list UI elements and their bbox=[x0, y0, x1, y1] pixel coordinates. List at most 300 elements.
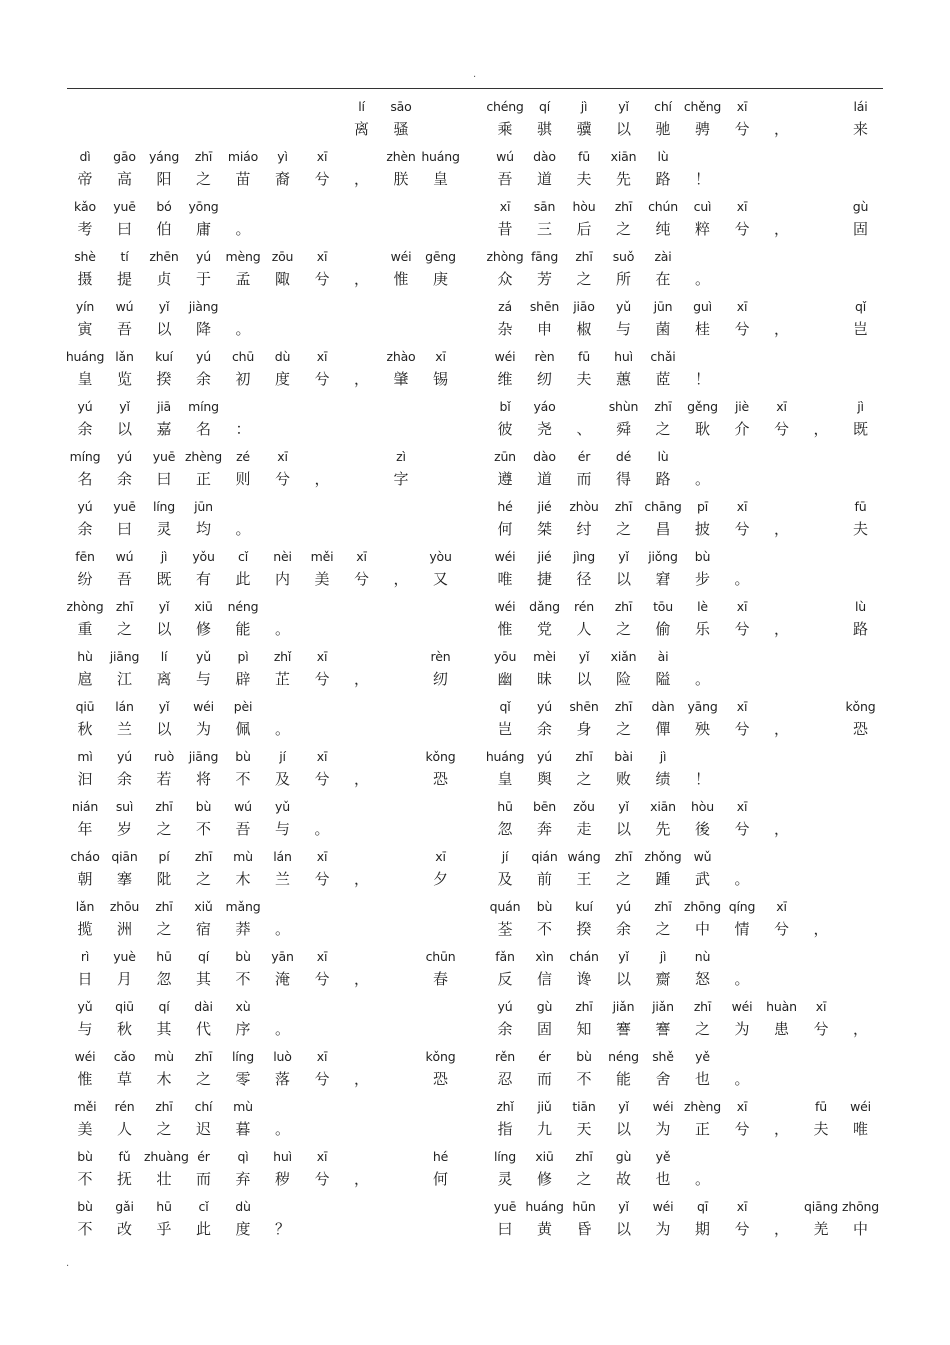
pinyin-text: huáng bbox=[485, 749, 525, 764]
hanzi-text: 患 bbox=[773, 1020, 789, 1038]
hanzi-text: ， bbox=[773, 1120, 789, 1138]
character-cell bbox=[643, 796, 683, 846]
verse-line bbox=[77, 996, 480, 1046]
pinyin-text: huáng bbox=[65, 349, 105, 364]
pinyin-text: yú bbox=[196, 249, 211, 264]
character-cell bbox=[762, 1096, 802, 1146]
pinyin-text: jiāng bbox=[109, 649, 140, 664]
hanzi-text: 径 bbox=[576, 570, 592, 588]
character-cell bbox=[65, 946, 105, 996]
character-cell bbox=[105, 946, 145, 996]
pinyin-text: quán bbox=[489, 899, 521, 914]
hanzi-text: 骥 bbox=[576, 120, 592, 138]
character-cell bbox=[105, 396, 145, 446]
hanzi-text: 以 bbox=[615, 1120, 631, 1138]
character-cell bbox=[223, 446, 263, 496]
hanzi-text: 草 bbox=[116, 1070, 132, 1088]
character-cell bbox=[223, 596, 263, 646]
pinyin-text: yuē bbox=[113, 499, 136, 514]
character-cell bbox=[184, 146, 224, 196]
hanzi-text: 既 bbox=[852, 420, 868, 438]
character-cell bbox=[342, 146, 382, 196]
hanzi-text: 洲 bbox=[116, 920, 132, 938]
hanzi-text: 改 bbox=[116, 1220, 132, 1238]
character-cell bbox=[564, 346, 604, 396]
character-cell bbox=[302, 1046, 342, 1096]
pinyin-text: lù bbox=[657, 449, 669, 464]
hanzi-text: 路 bbox=[852, 620, 868, 638]
pinyin-text bbox=[841, 996, 881, 1018]
hanzi-text: 陬 bbox=[274, 270, 290, 288]
pinyin-text: hū bbox=[156, 949, 172, 964]
character-cell bbox=[342, 846, 382, 896]
hanzi-text: 朕 bbox=[393, 170, 409, 188]
hanzi-text: 为 bbox=[655, 1220, 671, 1238]
character-cell bbox=[683, 96, 723, 146]
hanzi-text: 纣 bbox=[576, 520, 592, 538]
hanzi-text: 以 bbox=[156, 320, 172, 338]
hanzi-text: 謇 bbox=[655, 1020, 671, 1038]
character-cell bbox=[525, 846, 565, 896]
hanzi-text: ， bbox=[353, 770, 369, 788]
hanzi-text: 之 bbox=[195, 1070, 211, 1088]
pinyin-text: yān bbox=[271, 949, 294, 964]
character-cell bbox=[65, 796, 105, 846]
character-cell bbox=[564, 546, 604, 596]
character-cell bbox=[342, 546, 382, 596]
pinyin-text: guì bbox=[693, 299, 712, 314]
character-cell bbox=[223, 346, 263, 396]
hanzi-text: 离 bbox=[156, 670, 172, 688]
character-cell bbox=[184, 546, 224, 596]
hanzi-text: 美 bbox=[314, 570, 330, 588]
pinyin-text: yǐ bbox=[158, 299, 170, 314]
character-cell bbox=[564, 746, 604, 796]
hanzi-text: 贞 bbox=[156, 270, 172, 288]
character-cell bbox=[525, 896, 565, 946]
pinyin-text: kuí bbox=[575, 899, 593, 914]
hanzi-text: 芳 bbox=[536, 270, 552, 288]
hanzi-text: 考 bbox=[77, 220, 93, 238]
pinyin-text: shēn bbox=[569, 699, 599, 714]
character-cell bbox=[223, 1196, 263, 1246]
pinyin-text: chí bbox=[194, 1099, 213, 1114]
hanzi-text: 忍 bbox=[497, 1070, 513, 1088]
hanzi-text: 之 bbox=[615, 720, 631, 738]
hanzi-text: 夫 bbox=[576, 370, 592, 388]
character-cell bbox=[144, 1146, 189, 1196]
pinyin-text: xī bbox=[736, 99, 748, 114]
pinyin-text: jūn bbox=[653, 299, 673, 314]
character-cell bbox=[762, 196, 802, 246]
pinyin-text: yú bbox=[117, 449, 132, 464]
hanzi-text: 尧 bbox=[536, 420, 552, 438]
verse-line bbox=[494, 596, 900, 646]
hanzi-text: 道 bbox=[536, 470, 552, 488]
hanzi-text: 人 bbox=[576, 620, 592, 638]
character-cell bbox=[841, 96, 881, 146]
hanzi-text: 纯 bbox=[655, 220, 671, 238]
pinyin-text: bù bbox=[77, 1199, 93, 1214]
character-cell bbox=[144, 796, 184, 846]
verse-line bbox=[77, 496, 480, 546]
hanzi-text: 揽 bbox=[77, 920, 93, 938]
hanzi-text: ， bbox=[773, 320, 789, 338]
hanzi-text: 既 bbox=[156, 570, 172, 588]
character-cell bbox=[525, 146, 565, 196]
pinyin-text: rì bbox=[80, 949, 90, 964]
hanzi-text: 若 bbox=[156, 770, 172, 788]
hanzi-text: 伯 bbox=[156, 220, 172, 238]
pinyin-text bbox=[263, 696, 303, 718]
pinyin-text: bù bbox=[536, 899, 553, 914]
character-cell bbox=[604, 746, 644, 796]
character-cell bbox=[184, 496, 224, 546]
character-cell bbox=[144, 1196, 184, 1246]
character-cell bbox=[485, 1046, 525, 1096]
hanzi-text: 椒 bbox=[576, 320, 592, 338]
character-cell bbox=[485, 696, 525, 746]
character-cell bbox=[105, 1146, 145, 1196]
header-dot-mark: . bbox=[473, 69, 477, 80]
hanzi-text: 则 bbox=[235, 470, 251, 488]
character-cell bbox=[184, 296, 224, 346]
hanzi-text: 披 bbox=[694, 520, 710, 538]
hanzi-text: 能 bbox=[615, 1070, 631, 1088]
hanzi-text: 纷 bbox=[77, 570, 93, 588]
hanzi-text: 重 bbox=[77, 620, 93, 638]
pinyin-text: hū bbox=[156, 1199, 172, 1214]
character-cell bbox=[381, 246, 421, 296]
hanzi-text: 宿 bbox=[195, 920, 211, 938]
pinyin-text: wéi bbox=[652, 1099, 674, 1114]
character-cell bbox=[302, 846, 342, 896]
character-cell bbox=[604, 646, 644, 696]
pinyin-text bbox=[342, 246, 382, 268]
hanzi-text: 佩 bbox=[235, 720, 251, 738]
character-cell bbox=[485, 846, 525, 896]
hanzi-text: 兮 bbox=[314, 770, 330, 788]
hanzi-text: 落 bbox=[274, 1070, 290, 1088]
hanzi-text: 武 bbox=[694, 870, 710, 888]
pinyin-text: hòu bbox=[691, 799, 714, 814]
hanzi-text: 中 bbox=[694, 920, 710, 938]
character-cell bbox=[564, 596, 604, 646]
character-cell bbox=[105, 446, 145, 496]
pinyin-text: dù bbox=[274, 349, 291, 364]
pinyin-text bbox=[762, 1196, 802, 1218]
verse-line bbox=[77, 146, 480, 196]
hanzi-text: 。 bbox=[734, 870, 750, 888]
pinyin-text: zhī bbox=[614, 599, 633, 614]
hanzi-text: 忽 bbox=[156, 970, 172, 988]
hanzi-text: 。 bbox=[694, 1170, 710, 1188]
character-cell bbox=[184, 996, 224, 1046]
hanzi-text: ！ bbox=[694, 370, 710, 388]
hanzi-text: 人 bbox=[116, 1120, 132, 1138]
character-cell bbox=[525, 546, 565, 596]
pinyin-text bbox=[263, 1196, 303, 1218]
character-cell bbox=[223, 296, 263, 346]
character-cell bbox=[762, 796, 802, 846]
character-cell bbox=[722, 846, 762, 896]
character-cell bbox=[223, 746, 263, 796]
hanzi-text: 。 bbox=[274, 720, 290, 738]
character-cell bbox=[184, 196, 224, 246]
pinyin-text: zhī bbox=[194, 149, 213, 164]
pinyin-text: pí bbox=[158, 849, 170, 864]
hanzi-text: 日 bbox=[77, 970, 93, 988]
character-cell bbox=[263, 696, 303, 746]
pinyin-text: xī bbox=[736, 599, 748, 614]
character-cell bbox=[184, 246, 224, 296]
pinyin-text: gù bbox=[852, 199, 869, 214]
pinyin-text: jiǎn bbox=[612, 999, 635, 1014]
character-cell bbox=[65, 446, 105, 496]
character-cell bbox=[302, 446, 342, 496]
hanzi-text: 正 bbox=[195, 470, 211, 488]
verse-line bbox=[497, 296, 900, 346]
hanzi-text: 之 bbox=[116, 620, 132, 638]
pinyin-text: zài bbox=[654, 249, 672, 264]
character-cell bbox=[223, 396, 263, 446]
character-cell bbox=[683, 1096, 723, 1146]
pinyin-text: yuē bbox=[493, 1199, 517, 1214]
pinyin-text: chěng bbox=[683, 99, 722, 114]
character-cell bbox=[643, 346, 683, 396]
character-cell bbox=[485, 546, 525, 596]
hanzi-text: 朝 bbox=[77, 870, 93, 888]
verse-line bbox=[497, 996, 900, 1046]
character-cell bbox=[263, 346, 303, 396]
hanzi-text: 降 bbox=[195, 320, 211, 338]
pinyin-text: cǐ bbox=[198, 1199, 209, 1214]
pinyin-text bbox=[762, 696, 802, 718]
character-cell bbox=[302, 796, 342, 846]
character-cell bbox=[525, 696, 565, 746]
pinyin-text: kǒng bbox=[845, 699, 876, 714]
pinyin-text: xī bbox=[316, 349, 328, 364]
hanzi-text: 。 bbox=[694, 670, 710, 688]
hanzi-text: 皇 bbox=[432, 170, 448, 188]
character-cell bbox=[302, 346, 342, 396]
pinyin-text: yǐ bbox=[618, 549, 629, 564]
pinyin-text: líng bbox=[493, 1149, 516, 1164]
character-cell bbox=[683, 246, 723, 296]
pinyin-text: zhī bbox=[693, 999, 712, 1014]
character-cell bbox=[525, 396, 565, 446]
character-cell bbox=[683, 296, 723, 346]
hanzi-text: 也 bbox=[655, 1170, 671, 1188]
verse-line bbox=[66, 596, 480, 646]
character-cell bbox=[105, 496, 145, 546]
character-cell bbox=[105, 246, 145, 296]
pinyin-text: zhī bbox=[155, 899, 173, 914]
hanzi-text: 兮 bbox=[734, 820, 750, 838]
pinyin-text: yáo bbox=[533, 399, 556, 414]
hanzi-text: 也 bbox=[694, 1070, 710, 1088]
pinyin-text: zhī bbox=[194, 1049, 213, 1064]
character-cell bbox=[184, 446, 224, 496]
pinyin-text: zūn bbox=[494, 449, 516, 464]
character-cell bbox=[604, 296, 644, 346]
verse-line bbox=[75, 696, 480, 746]
character-cell bbox=[604, 1146, 644, 1196]
pinyin-text: zhī bbox=[155, 1099, 173, 1114]
pinyin-text: xiǎn bbox=[610, 649, 637, 664]
verse-line bbox=[496, 1096, 900, 1146]
verse-line bbox=[486, 96, 900, 146]
hanzi-text: 帝 bbox=[77, 170, 93, 188]
pinyin-text: tōu bbox=[653, 599, 673, 614]
hanzi-text: 謇 bbox=[615, 1020, 631, 1038]
character-cell bbox=[144, 1046, 184, 1096]
pinyin-text: zhòu bbox=[569, 499, 599, 514]
pinyin-text: zhǒng bbox=[644, 849, 682, 864]
hanzi-text: 恐 bbox=[852, 720, 868, 738]
hanzi-text: 骐 bbox=[536, 120, 552, 138]
character-cell bbox=[223, 1146, 263, 1196]
hanzi-text: 。 bbox=[235, 320, 251, 338]
pinyin-text bbox=[342, 946, 382, 968]
hanzi-text: 于 bbox=[195, 270, 211, 288]
hanzi-text: 摄 bbox=[77, 270, 93, 288]
pinyin-text: yǒu bbox=[192, 549, 215, 564]
pinyin-text: lái bbox=[853, 99, 868, 114]
pinyin-text: yǐ bbox=[158, 699, 170, 714]
character-cell bbox=[722, 1046, 762, 1096]
hanzi-text: 以 bbox=[156, 620, 172, 638]
character-cell bbox=[564, 896, 604, 946]
hanzi-text: 维 bbox=[497, 370, 513, 388]
hanzi-text: 抚 bbox=[116, 1170, 132, 1188]
verse-line bbox=[494, 346, 900, 396]
pinyin-text: pì bbox=[237, 649, 249, 664]
pinyin-text: lí bbox=[358, 99, 365, 114]
pinyin-text: zhī bbox=[575, 749, 593, 764]
hanzi-text: 曰 bbox=[156, 470, 172, 488]
character-cell bbox=[762, 496, 802, 546]
hanzi-text: 怒 bbox=[694, 970, 710, 988]
verse-line bbox=[73, 1096, 480, 1146]
pinyin-text: míng bbox=[69, 449, 101, 464]
hanzi-text: 固 bbox=[536, 1020, 552, 1038]
hanzi-text: 吾 bbox=[116, 320, 132, 338]
hanzi-text: 此 bbox=[195, 1220, 211, 1238]
hanzi-text: 美 bbox=[77, 1120, 93, 1138]
pinyin-text: zhī bbox=[155, 799, 173, 814]
hanzi-text: 纫 bbox=[432, 670, 448, 688]
character-cell bbox=[762, 396, 802, 446]
character-cell bbox=[184, 796, 224, 846]
pinyin-text: yuē bbox=[113, 199, 136, 214]
pinyin-text: yì bbox=[277, 149, 288, 164]
hanzi-text: 孟 bbox=[235, 270, 251, 288]
hanzi-text: 提 bbox=[116, 270, 132, 288]
character-cell bbox=[263, 546, 303, 596]
hanzi-text: 反 bbox=[497, 970, 513, 988]
character-cell bbox=[683, 346, 723, 396]
character-cell bbox=[564, 146, 604, 196]
character-cell bbox=[485, 446, 525, 496]
hanzi-text: 均 bbox=[195, 520, 211, 538]
verse-line bbox=[85, 96, 480, 146]
character-cell bbox=[485, 896, 525, 946]
hanzi-text: 天 bbox=[576, 1120, 592, 1138]
pinyin-text bbox=[342, 1046, 382, 1068]
character-cell bbox=[643, 996, 683, 1046]
pinyin-text: shēn bbox=[529, 299, 560, 314]
pinyin-text: huì bbox=[614, 349, 633, 364]
character-cell bbox=[564, 1196, 604, 1246]
hanzi-text: 兮 bbox=[314, 970, 330, 988]
hanzi-text: 党 bbox=[536, 620, 552, 638]
character-cell bbox=[801, 1196, 841, 1246]
character-cell bbox=[263, 796, 303, 846]
character-cell bbox=[683, 796, 723, 846]
hanzi-text: 舍 bbox=[655, 1070, 671, 1088]
pinyin-text: zhī bbox=[575, 999, 593, 1014]
pinyin-text bbox=[263, 896, 303, 918]
character-cell bbox=[762, 296, 802, 346]
header-rule bbox=[67, 88, 883, 89]
character-cell bbox=[381, 446, 421, 496]
pinyin-text: qí bbox=[197, 949, 209, 964]
pinyin-text: gǎi bbox=[115, 1199, 134, 1214]
character-cell bbox=[762, 996, 802, 1046]
hanzi-text: 兮 bbox=[314, 870, 330, 888]
hanzi-text: 得 bbox=[615, 470, 631, 488]
hanzi-text: 兰 bbox=[274, 870, 290, 888]
character-cell bbox=[184, 346, 224, 396]
pinyin-text: mèng bbox=[225, 249, 261, 264]
pinyin-text: zhī bbox=[614, 849, 633, 864]
pinyin-text: xī bbox=[815, 999, 827, 1014]
hanzi-text: 惟 bbox=[497, 620, 513, 638]
hanzi-text: 岂 bbox=[497, 720, 513, 738]
pinyin-text bbox=[762, 596, 802, 618]
character-cell bbox=[65, 146, 105, 196]
pinyin-text: zhuàng bbox=[144, 1149, 189, 1164]
pinyin-text bbox=[762, 796, 802, 818]
pinyin-text: yáng bbox=[148, 149, 180, 164]
pinyin-text: xī bbox=[316, 149, 328, 164]
hanzi-text: 知 bbox=[576, 1020, 592, 1038]
pinyin-text: mù bbox=[154, 1049, 174, 1064]
verse-line bbox=[75, 896, 480, 946]
character-cell bbox=[564, 796, 604, 846]
pinyin-text: bài bbox=[614, 749, 633, 764]
pinyin-text: yú bbox=[537, 749, 552, 764]
hanzi-text: 兮 bbox=[734, 1120, 750, 1138]
hanzi-text: 余 bbox=[77, 520, 93, 538]
hanzi-text: 指 bbox=[497, 1120, 513, 1138]
pinyin-text: lán bbox=[273, 849, 292, 864]
character-cell bbox=[263, 1146, 303, 1196]
character-cell bbox=[485, 396, 525, 446]
hanzi-text: 将 bbox=[195, 770, 211, 788]
pinyin-text: rèn bbox=[430, 649, 451, 664]
character-cell bbox=[564, 1096, 604, 1146]
pinyin-text: zōu bbox=[271, 249, 294, 264]
pinyin-text: rén bbox=[114, 1099, 135, 1114]
hanzi-text: 幽 bbox=[497, 670, 513, 688]
character-cell bbox=[223, 1096, 263, 1146]
hanzi-text: 度 bbox=[235, 1220, 251, 1238]
character-cell bbox=[144, 746, 184, 796]
pinyin-text bbox=[564, 396, 604, 418]
pinyin-text: mù bbox=[233, 1099, 253, 1114]
